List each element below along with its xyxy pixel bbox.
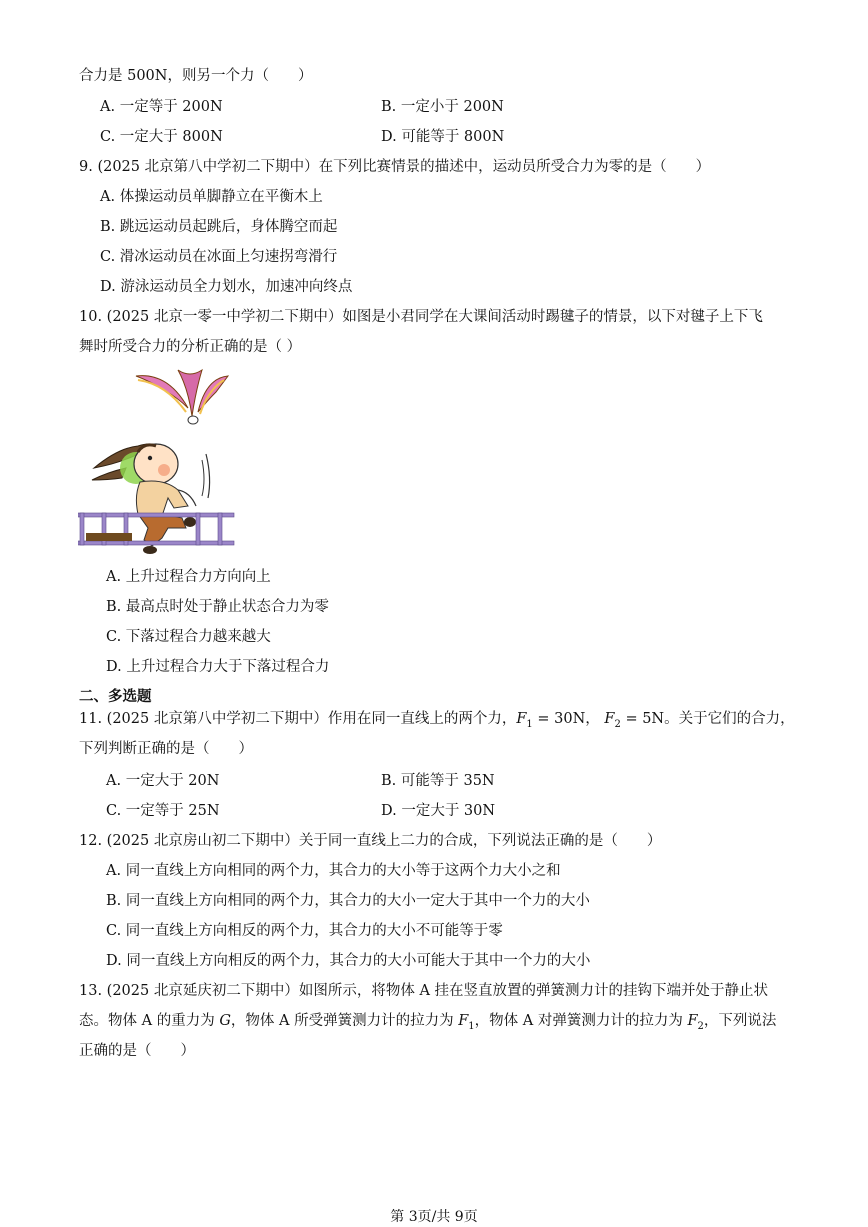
q8-stem-tail: 合力是 500N，则另一个力（ ） — [79, 68, 313, 84]
q11-option-d: D. 一定大于 30N — [381, 803, 496, 819]
q13-f2-symbol: F — [687, 1013, 698, 1029]
q11-f2-sub: 2 — [614, 718, 621, 730]
q10-option-d: D. 上升过程合力大于下落过程合力 — [106, 659, 330, 675]
q13-line2-c: ，物体 A 对弹簧测力计的拉力为 — [474, 1013, 688, 1029]
q13-stem-line3: 正确的是（ ） — [79, 1043, 195, 1059]
q12-stem: 12. (2025 北京房山初二下期中）关于同一直线上二力的合成，下列说法正确的是（ ） — [79, 833, 662, 849]
q8-option-a: A. 一定等于 200N — [100, 99, 223, 115]
page-number: 第 3页/共 9页 — [390, 1209, 478, 1225]
section-title-multiple-choice: 二、多选题 — [79, 688, 152, 705]
q8-option-c: C. 一定大于 800N — [100, 129, 223, 145]
q9-option-a: A. 体操运动员单脚静立在平衡木上 — [100, 189, 323, 205]
q11-option-b: B. 可能等于 35N — [381, 773, 495, 789]
q10-stem-line2: 舞时所受合力的分析正确的是（ ） — [79, 339, 302, 355]
q13-f1-symbol: F — [458, 1013, 469, 1029]
q10-stem-line1: 10. (2025 北京一零一中学初二下期中）如图是小君同学在大课间活动时踢毽子的情景，以下对毽子上下飞 — [79, 309, 763, 325]
q12-option-d: D. 同一直线上方向相反的两个力，其合力的大小可能大于其中一个力的大小 — [106, 953, 591, 969]
shuttlecock-figure — [78, 368, 238, 556]
q11-f1-sub: 1 — [526, 718, 533, 730]
q10-option-b: B. 最高点时处于静止状态合力为零 — [106, 599, 329, 615]
q9-option-b: B. 跳远运动员起跳后，身体腾空而起 — [100, 219, 338, 235]
q13-line2-b: ，物体 A 所受弹簧测力计的拉力为 — [230, 1013, 459, 1029]
q13-g-symbol: G — [219, 1013, 231, 1029]
q11-f2-value: = 5N — [620, 711, 665, 727]
q13-stem-line2 — [79, 1011, 776, 1037]
q13-line2-a: 态。物体 A 的重力为 — [79, 1013, 220, 1029]
q11-f1-symbol: F — [516, 711, 527, 727]
q10-option-c: C. 下落过程合力越来越大 — [106, 629, 271, 645]
q11-stem-line1 — [79, 709, 795, 735]
q9-option-d: D. 游泳运动员全力划水，加速冲向终点 — [100, 279, 353, 295]
q11-f2-symbol: F — [604, 711, 615, 727]
q11-stem-pre: 11. (2025 北京第八中学初二下期中）作用在同一直线上的两个力， — [79, 711, 517, 727]
q12-option-c: C. 同一直线上方向相反的两个力，其合力的大小不可能等于零 — [106, 923, 503, 939]
q11-stem-line2: 下列判断正确的是（ ） — [79, 741, 253, 757]
q13-line2-d: ，下列说法 — [703, 1013, 777, 1029]
q9-option-c: C. 滑冰运动员在冰面上匀速拐弯滑行 — [100, 249, 338, 265]
q8-option-d: D. 可能等于 800N — [381, 129, 505, 145]
q11-option-c: C. 一定等于 25N — [106, 803, 220, 819]
q11-option-a: A. 一定大于 20N — [106, 773, 220, 789]
q11-f1-value: = 30N， — [532, 711, 600, 727]
q10-option-a: A. 上升过程合力方向向上 — [106, 569, 271, 585]
q12-option-a: A. 同一直线上方向相同的两个力，其合力的大小等于这两个力大小之和 — [106, 863, 561, 879]
q12-option-b: B. 同一直线上方向相同的两个力，其合力的大小一定大于其中一个力的大小 — [106, 893, 590, 909]
q13-stem-line1: 13. (2025 北京延庆初二下期中）如图所示，将物体 A 挂在竖直放置的弹簧测力计的挂钩下端并处于静止状 — [79, 983, 769, 999]
q13-f1-sub: 1 — [468, 1020, 475, 1032]
q11-stem-post: 。关于它们的合力， — [664, 711, 795, 727]
q13-f2-sub: 2 — [697, 1020, 704, 1032]
q8-option-b: B. 一定小于 200N — [381, 99, 504, 115]
q9-stem: 9. (2025 北京第八中学初二下期中）在下列比赛情景的描述中，运动员所受合力为零的是（ ） — [79, 159, 711, 175]
